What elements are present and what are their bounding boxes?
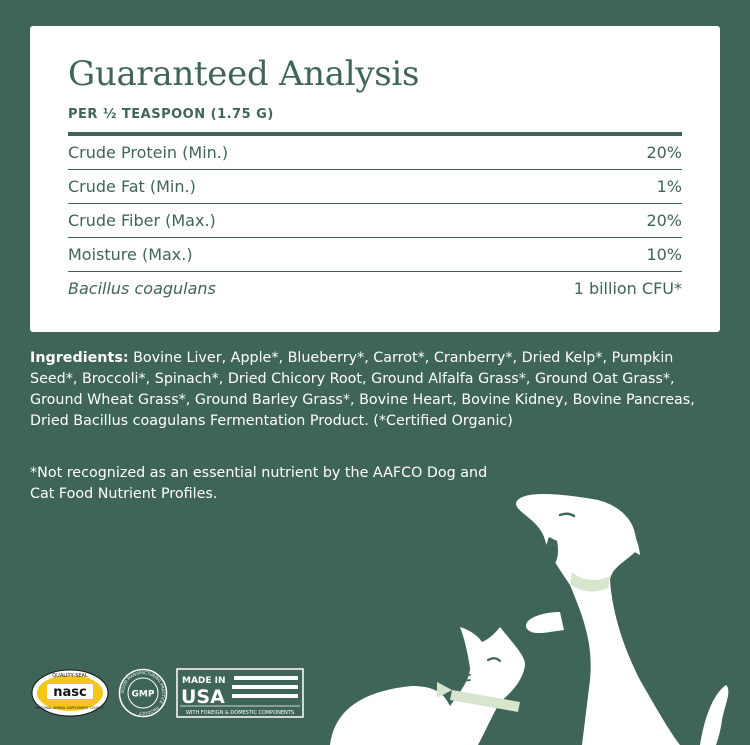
usa-line2: USA bbox=[181, 686, 225, 708]
guaranteed-analysis-card bbox=[30, 26, 720, 332]
nutrient-name: Moisture (Max.) bbox=[68, 245, 193, 264]
analysis-table bbox=[68, 136, 682, 305]
usa-line1: MADE IN bbox=[182, 676, 226, 686]
nutrient-value: 20% bbox=[646, 211, 682, 230]
ingredients-list: Bovine Liver, Apple*, Blueberry*, Carrot*, Cranberry*, Dried Kelp*, Pumpkin Seed*, Broccoli*, Spinach*, Dried Chicory Root, Ground Alfalfa Grass*, Ground Oat Grass*, Ground Wheat Grass*, Ground Barley Grass*, Bovine Heart, Bovine Kidney, Bovine Pancreas, Dried Bacillus coagulans Fermentation Product. (*Certified Organic) bbox=[30, 350, 695, 429]
analysis-row bbox=[68, 204, 682, 238]
analysis-row bbox=[68, 136, 682, 170]
nutrient-value: 1% bbox=[656, 177, 682, 196]
nutrient-name: Bacillus coagulans bbox=[68, 279, 216, 298]
nutrient-name: Crude Fiber (Max.) bbox=[68, 211, 216, 230]
nutrient-value: 10% bbox=[646, 245, 682, 264]
nutrient-name: Crude Fat (Min.) bbox=[68, 177, 196, 196]
nasc-bottom-text: NATIONAL ANIMAL SUPPLEMENT COUNCIL bbox=[35, 706, 105, 710]
analysis-serving-size: PER ½ TEASPOON (1.75 G) bbox=[68, 107, 274, 122]
cat-whiskers-icon bbox=[455, 672, 470, 682]
nutrient-value: 1 billion CFU* bbox=[573, 279, 682, 298]
usa-line3: WITH FOREIGN & DOMESTIC COMPONENTS bbox=[185, 710, 295, 716]
analysis-row bbox=[68, 272, 682, 305]
nasc-quality-seal-icon bbox=[30, 668, 110, 718]
dog-icon bbox=[516, 494, 728, 745]
ingredients-text bbox=[30, 348, 710, 432]
nutrient-value: 20% bbox=[646, 143, 682, 162]
ingredients-label: Ingredients: bbox=[30, 350, 129, 366]
aafco-footnote: *Not recognized as an essential nutrient by the AAFCO Dog and Cat Food Nutrient Profiles. bbox=[30, 465, 488, 502]
nasc-top-text: QUALITY SEAL bbox=[52, 673, 88, 679]
cat-icon bbox=[330, 627, 525, 745]
analysis-title: Guaranteed Analysis bbox=[68, 54, 420, 94]
gmp-main-text: GMP bbox=[131, 689, 155, 700]
made-in-usa-badge-icon bbox=[176, 668, 304, 718]
gmp-ring-text: GOOD MANUFACTURING PRACTICE · PRODUCT · bbox=[119, 669, 167, 717]
nutrient-name: Crude Protein (Min.) bbox=[68, 143, 229, 162]
analysis-row bbox=[68, 238, 682, 272]
nasc-main-text: nasc bbox=[53, 685, 87, 700]
dog-and-cat-illustration bbox=[300, 470, 750, 745]
gmp-seal-icon bbox=[118, 668, 168, 718]
analysis-row bbox=[68, 170, 682, 204]
